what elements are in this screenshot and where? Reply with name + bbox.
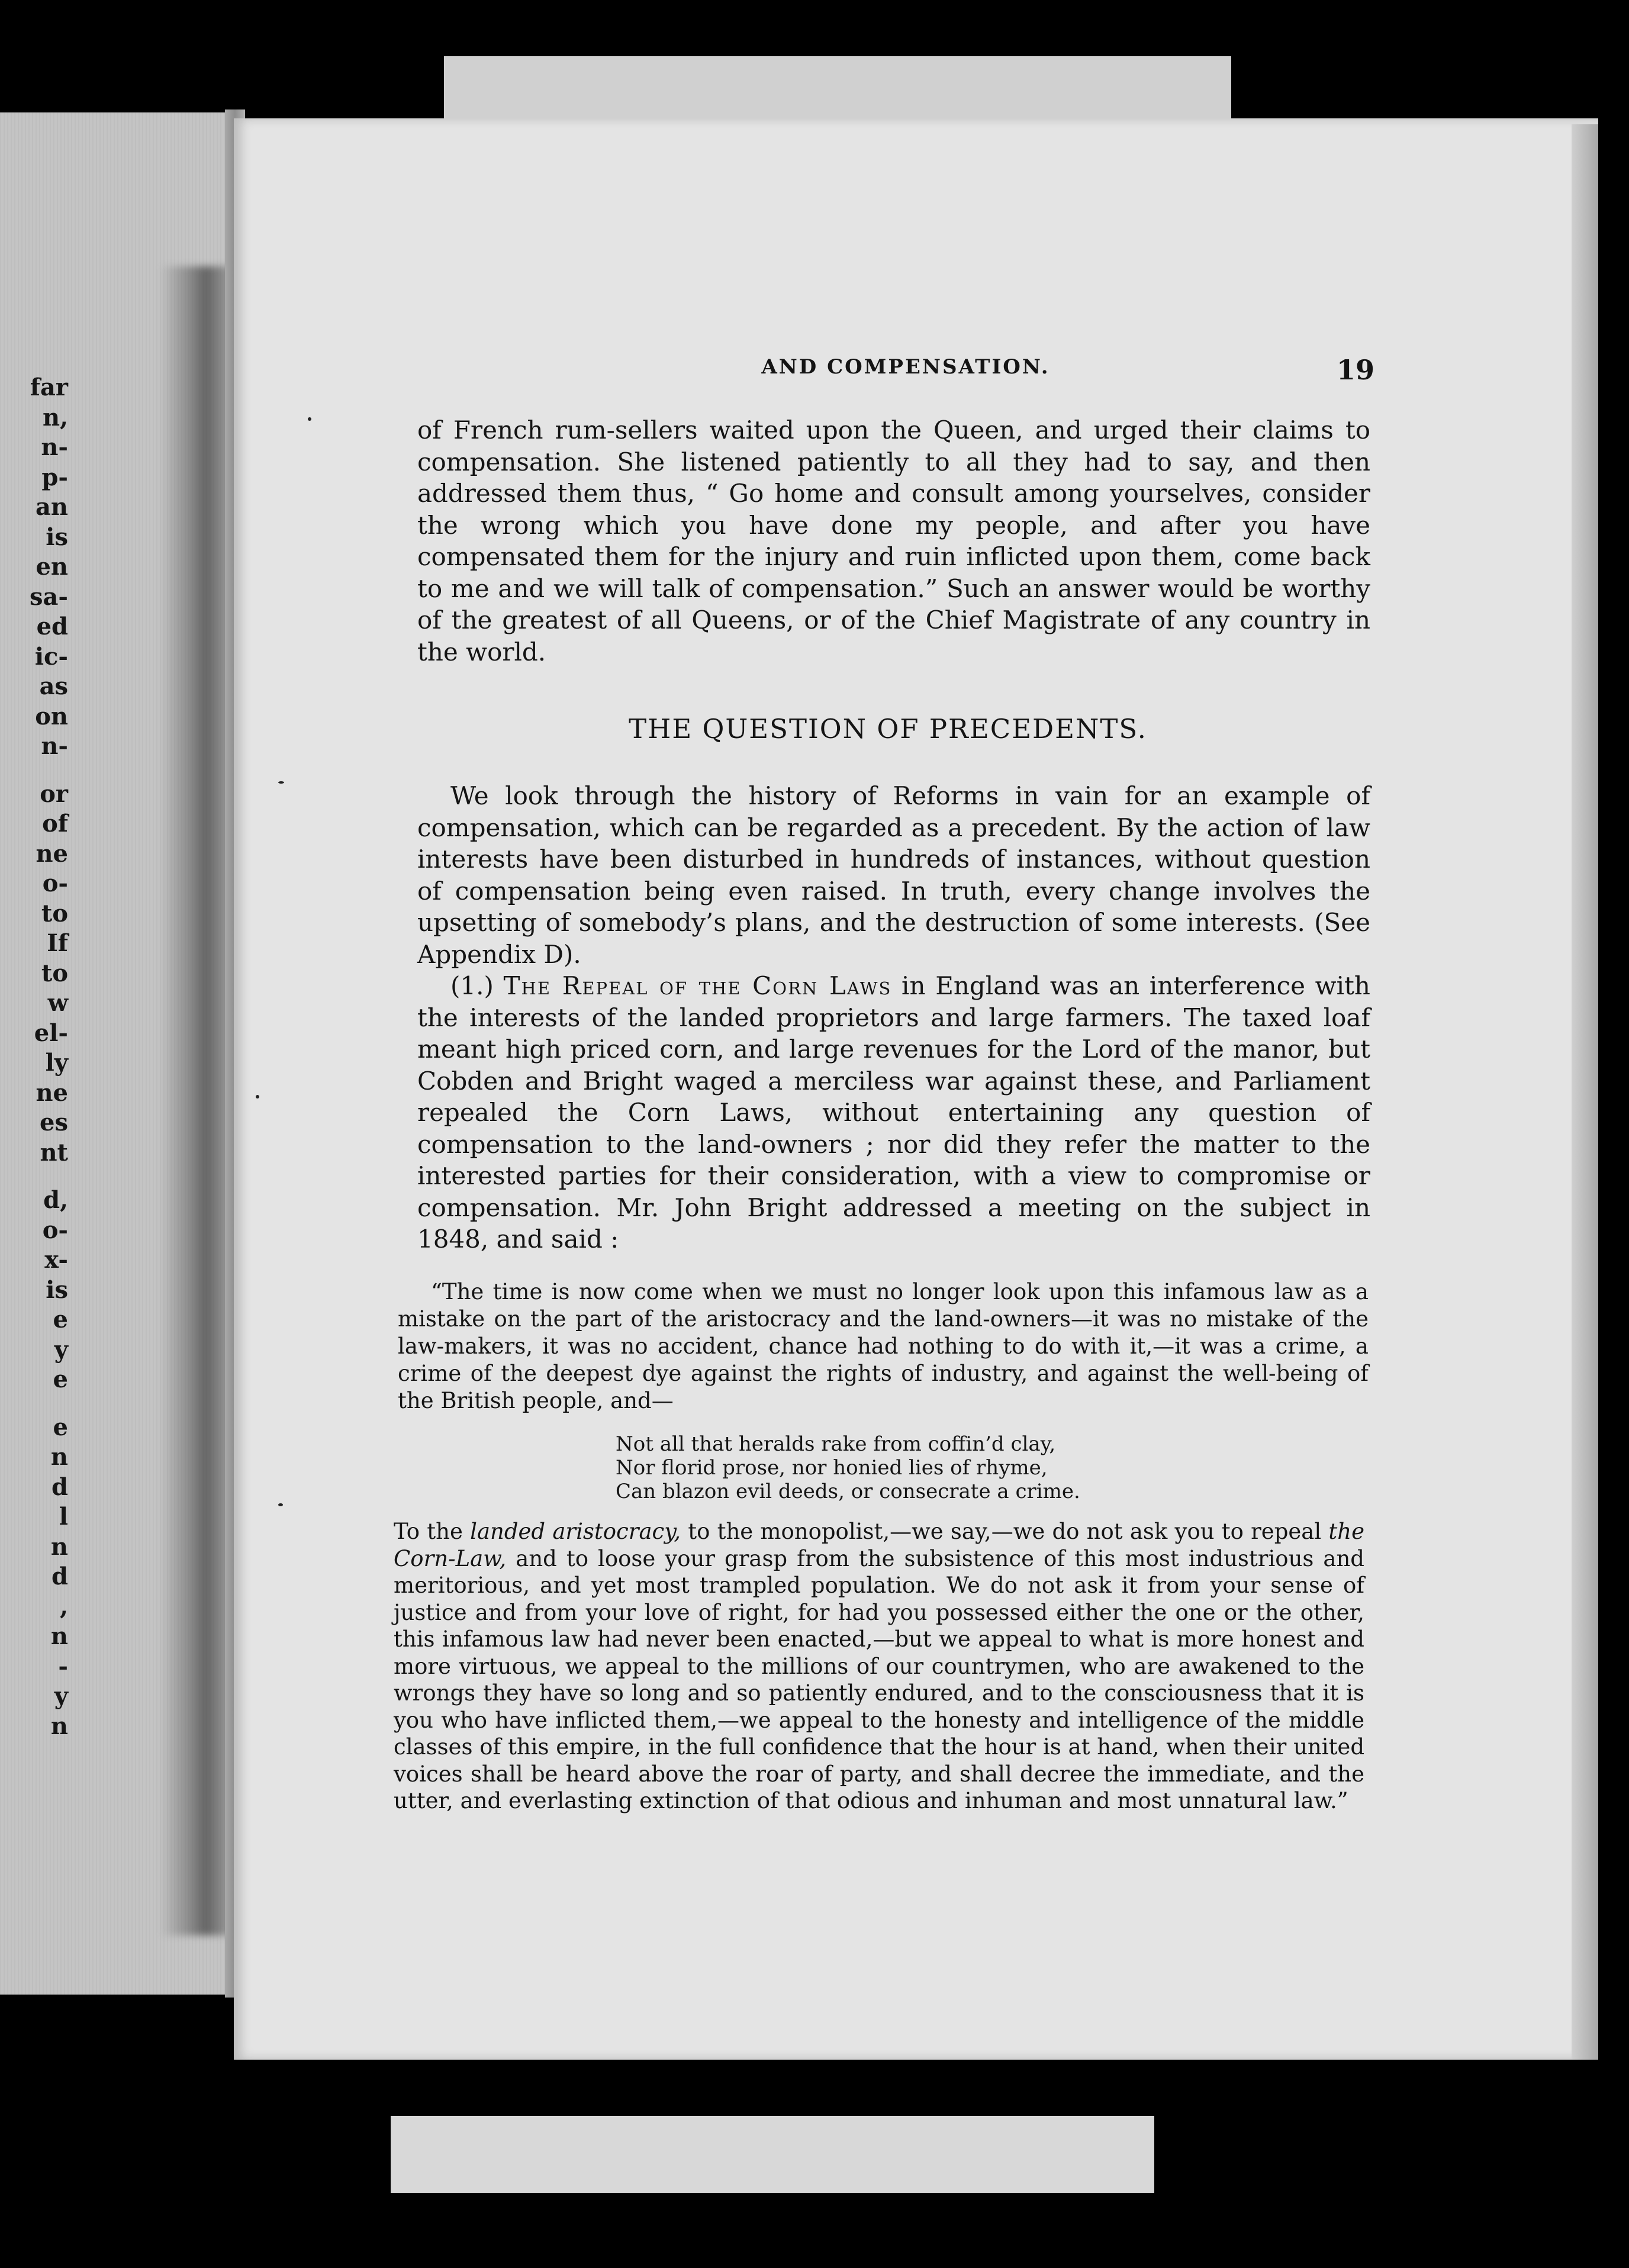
left-page-fragment: n — [50, 1532, 68, 1561]
precedents-block — [417, 780, 1370, 1255]
left-page-fragment: o- — [42, 1216, 68, 1244]
page-number: 19 — [1337, 354, 1375, 386]
left-page-fragment: nt — [40, 1138, 68, 1167]
verse-line: Not all that heralds rake from coffin’d clay, — [616, 1432, 1056, 1456]
left-page-fragment: ly — [45, 1049, 68, 1077]
ink-speck — [278, 781, 284, 784]
corn-laws-title: The Repeal of the Corn Laws — [503, 971, 892, 1000]
left-page-fragment: ed — [36, 613, 68, 640]
left-page-fragment: If — [47, 929, 68, 957]
precedents-paragraph: We look through the history of Reforms in vain for an example of compensation, which can be regarded as a precedent. By the action of law interests have been disturbed in hundreds of instances, without question of compensation being even raised. In truth, every change involves the upsetting of somebody’s plans, and the destruction of some interests. (See Appendix D). — [417, 781, 1370, 969]
left-page-fragment: far — [30, 373, 68, 401]
left-page-fragment — [0, 762, 68, 779]
ink-speck — [308, 417, 311, 421]
left-page-fragment: d, — [43, 1186, 68, 1214]
corn-laws-paragraph — [417, 970, 1370, 1255]
left-page-fragment: - — [58, 1652, 68, 1680]
left-page-fragment: is — [46, 1275, 68, 1304]
closing-text: to the monopolist,—we say,—we do not ask you to repeal — [681, 1519, 1329, 1544]
left-page-fragment: e — [53, 1413, 68, 1441]
closing-text: and to loose your grasp from the subsistence of this most industrious and meritorious, and yet most trampled population. We do not ask it from your sense of justice and from your love of right, for had you possessed either the one or the other, this infamous law had never been enacted,—but we appeal to what is more honest and more virtuous, we appeal to the millions of our countrymen, who are awakened to the wrongs they have so long and so patiently endured, and to the consciousness that it is you who have inflicted them,—we appeal to the honesty and intelligence of the middle classes of this empire, in the full confidence that the hour is at hand, when their united voices shall be heard above the roar of party, and shall decree the immediate, and the utter, and everlasting extinction of that odious and inhuman and most unnatural law.” — [394, 1545, 1365, 1813]
bottom-paper-strip — [391, 2116, 1154, 2193]
left-page-fragment — [0, 1168, 68, 1185]
left-page-fragment: o- — [42, 869, 68, 897]
verse-line: Can blazon evil deeds, or consecrate a crime. — [616, 1480, 1080, 1503]
left-page-fragment: n — [50, 1622, 68, 1650]
section-heading: THE QUESTION OF PRECEDENTS. — [629, 713, 1147, 745]
left-page-fragment: or — [40, 779, 68, 808]
left-page-fragment: of — [42, 810, 68, 837]
left-page-fragment: es — [40, 1109, 68, 1136]
left-page-text-fragments — [0, 373, 68, 1741]
left-page-fragment: to — [41, 899, 68, 927]
closing-text: To the — [394, 1519, 471, 1544]
left-page-fragment: y — [54, 1335, 68, 1364]
closing-italic-text: the Corn-Law, — [394, 1519, 1365, 1571]
running-head: AND COMPENSATION. — [761, 355, 1050, 379]
opening-paragraph-block — [417, 414, 1370, 668]
closing-italic-text: landed aristocracy, — [470, 1519, 681, 1544]
left-page-fragment: n, — [42, 403, 68, 431]
left-page-fragment: e — [53, 1306, 68, 1333]
page-edge — [1572, 124, 1598, 2060]
left-page-fragment: as — [39, 672, 68, 700]
left-page-fragment: on — [35, 702, 68, 730]
left-page-fragment: sa- — [29, 582, 68, 611]
bright-quote: “The time is now come when we must no longer look upon this infamous law as a mistake on the part of the aristocracy and the land-owners—it was no mistake of the law-makers, it was no accident, chance had nothing to do with it,—it was a crime, a crime of the deepest dye against the rights of industry, and against the well-being of the British people, and— — [398, 1279, 1369, 1413]
bright-quote-block — [398, 1278, 1369, 1415]
verse-line: Nor florid prose, nor honied lies of rhyme, — [616, 1456, 1048, 1480]
verse-block — [616, 1432, 1148, 1503]
left-page-fragment: d — [51, 1473, 68, 1501]
left-page-fragment: w — [47, 989, 68, 1017]
left-page-fragment: , — [60, 1592, 68, 1621]
left-page-fragment: el- — [34, 1019, 68, 1047]
left-page-fragment: n- — [41, 433, 68, 461]
left-page-fragment: n- — [41, 732, 68, 760]
corn-laws-text: in England was an interference with the interests of the landed proprietors and large farmers. The taxed loaf meant high priced corn, and large revenues for the Lord of the manor, but Cobden and Bright waged a merciless war against these, and Parliament repealed the Corn Laws, without entertaining any question of compensation to the land-owners ; nor did they refer the matter to the interested parties for their consideration, with a view to compromise or compensation. Mr. John Bright addressed a meeting on the subject in 1848, and said : — [417, 971, 1370, 1254]
left-page-fragment: ne — [36, 839, 68, 868]
left-page-fragment: e — [53, 1365, 68, 1393]
opening-paragraph: of French rum-sellers waited upon the Queen, and urged their claims to compensation. She listened patiently to all they had to say, and then addressed them thus, “ Go home and consult among yourselves, consider the wrong which you have done my people, and after you have compensated them for the injury and ruin inflicted upon them, come back to me and we will talk of compensation.” Such an answer would be worthy of the greatest of all Queens, or of the Chief Magistrate of any country in the world. — [417, 415, 1370, 666]
closing-paragraph-block — [394, 1518, 1364, 1815]
closing-paragraph — [394, 1518, 1364, 1815]
left-page-fragment: y — [54, 1682, 68, 1710]
left-page-fragment: n — [50, 1443, 68, 1471]
left-page-fragment: l — [59, 1503, 68, 1531]
ink-speck — [256, 1095, 259, 1098]
left-page-fragment: is — [46, 523, 68, 551]
left-page-fragment — [0, 1395, 68, 1413]
ink-speck — [278, 1503, 283, 1506]
left-page-fragment: d — [51, 1563, 68, 1590]
left-page-fragment: x- — [44, 1246, 68, 1274]
left-page-fragment: n — [50, 1712, 68, 1740]
left-page-fragment: p- — [41, 463, 68, 491]
left-page-fragment: an — [36, 493, 68, 521]
left-page-fragment: ne — [36, 1078, 68, 1107]
corn-laws-number: (1.) — [450, 971, 494, 1000]
left-page-fragment: en — [36, 553, 68, 581]
left-page-fragment: ic- — [34, 642, 68, 671]
left-page-fragment: to — [41, 959, 68, 987]
